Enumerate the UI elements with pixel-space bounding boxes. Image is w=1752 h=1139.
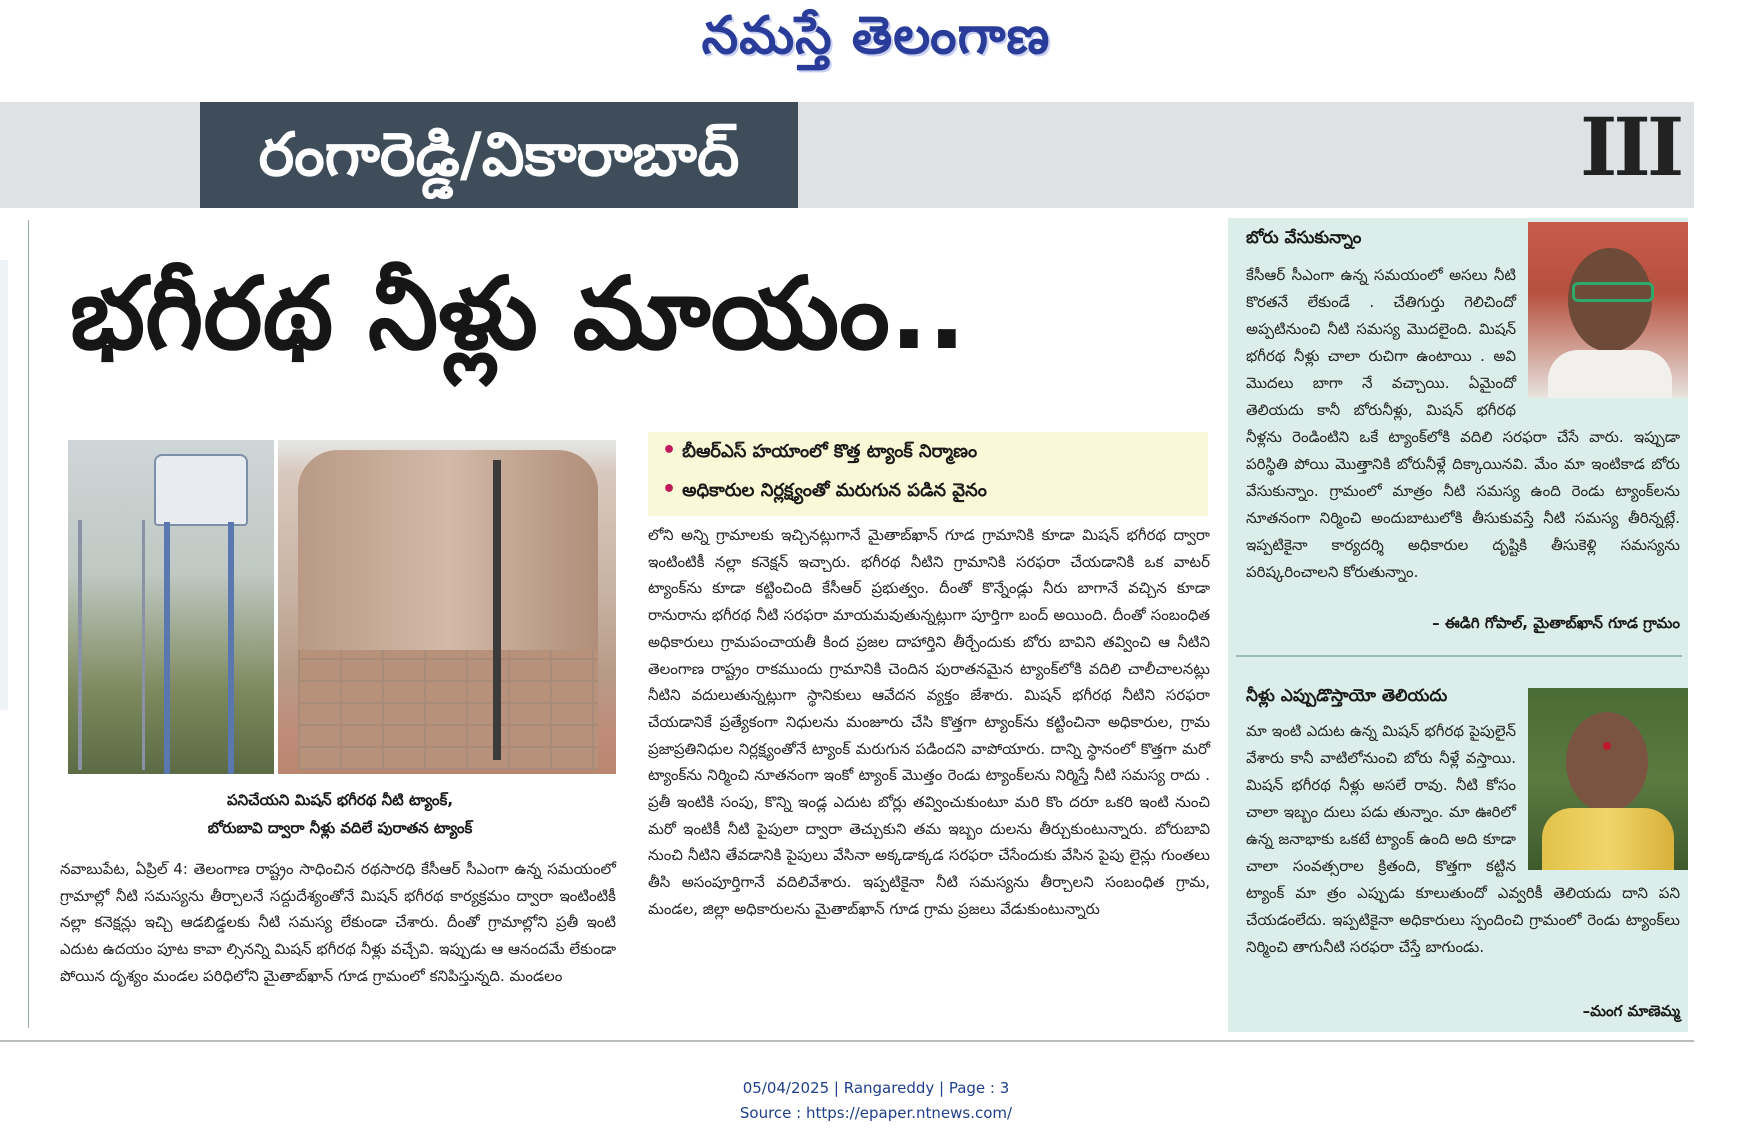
old-tank-bricks <box>298 650 598 770</box>
old-tank-pipe <box>493 460 501 760</box>
highlight-bullets <box>648 432 1208 516</box>
article-column-middle: లోని అన్ని గ్రామాలకు ఇచ్చినట్లుగానే మైతాబ్‌ఖాన్ గూడ గ్రామానికి కూడా మిషన్ భగీరథ ద్వారా ఇంటింటికీ నల్లా కనెక్షన్ ఇచ్చారు. భగీరథ నీటిని గ్రామానికి సరఫరా చేయడానికి ఒక వాటర్ ట్యాంక్‌ను కూడా కట్టించింది కేసీఆర్ ప్రభుత్వం. దీంతో కొన్నేండ్లు నీరు బాగానే వచ్చిన కూడా రానురాను భగీరథ నీటి సరఫరా మాయమవుతున్నట్లుగా పూర్తిగా బంద్ అయింది. దీంతో సంబంధిత అధికారులు గ్రామపంచాయతీ కింద ప్రజల దాహార్తిని తీర్చేందుకు బోరు బావిని తవ్వించి ఆ నీటిని తెలంగాణ రాష్ట్రం రాకముందు గ్రామానికి చెందిన పురాతనమైన ట్యాంక్‌లోకి వదిలి చాలీచాలనట్లు నీటిని వదులుతున్నట్లుగా స్థానికులు ఆవేదన వ్యక్తం జేశారు. మిషన్ భగీరథ నీటిని సరఫరా చేయడానికే ప్రత్యేకంగా నిధులను మంజూరు చేసి కొత్తగా ట్యాంక్‌ను కట్టించినా అధికారుల, గ్రామ ప్రజాప్రతినిధుల నిర్లక్ష్యంతోనే ట్యాంక్ మరుగున పడిందని వాపోయారు. దాన్ని స్థానంలో కొత్తగా మరో ట్యాంక్‌ను నిర్మించి నూతనంగా ఇంకో ట్యాంక్ మొత్తం రెండు ట్యాంక్‌లను నిర్మిస్తే నీటి సమస్య రాదు . ప్రతీ ఇంటికి సంపు, కొన్ని ఇండ్ల ఎదుట బోర్లు తవ్వించుకుంటూ మరి కొం దరూ ఒకరి ఇంటి నుంచి మరో ఇంటికీ నీటి పైపులా ద్వారా తెచ్చుకుని తమ ఇబ్బం దులను తీర్చుకుంటున్నారు. బోరుబావి నుంచి నీటిని తేవడానికి పైపులు వేసినా అక్కడాక్కడ సరఫరా చేసేందుకు వేసిన పైపు లైన్లు గుంతలు తీసి అసంపూర్తిగానే వదిలివేశారు. ఇప్పటికైనా నీటి సమస్యను తీర్చాలని సంబంధిత గ్రామ, మండల, జిల్లా అధికారులను మైతాబ్‌ఖాన్ గూడ గ్రామ ప్రజలు వేడుకుంటున్నారు <box>648 526 1210 918</box>
bullet-dot-icon: • <box>662 477 677 502</box>
caption-line: పనిచేయని మిషన్ భగీరథ నీటి ట్యాంక్, <box>226 791 454 809</box>
photo-caption <box>100 786 580 842</box>
section-title: రంగారెడ్డి/వికారాబాద్ <box>200 102 798 208</box>
bullet-item: • అధికారుల నిర్లక్ష్యంతో మరుగున పడిన వైనం <box>662 477 987 502</box>
article-photos <box>68 440 616 774</box>
sidebar-text-1a: కేసీఆర్ సీఎంగా ఉన్న సమయంలో అసలు నీటి కొరతనే లేకుండే . చేతిగుర్తు గెలిచిందో అప్పటినుంచి నీటి సమస్య మొదలైంది. మిషన్ భగీరథ నీళ్లు చాలా రుచిగా ఉంటాయి . అవి మొదలు బాగా నే వచ్చాయి. ఏమైందో తెలియదు కానీ బోరునీళ్లు, మిషన్ భగీరథ నీళ్లను రెండింటిని ఒకే ట్యాంక్‌లోకి వదిలి సరఫరా చేసే వారు. ఇప్పుడా పరిస్థితి పోయి మొత్తానికి బోరునీళ్లే దిక్కాయినవి. మేం మా ఇంటికాడ బోరు వేసుకున్నాం. గ్రామంలో మాత్రం నీటి సమస్య ఉంది రెండు ట్యాంక్‌లను నూతనంగా నిర్మించి అందుబాటులోకి తీసుకువస్తే నీటి సమస్య తీరిన్నట్లే. ఇప్పటికైనా కార్యదర్శి అధికారుల దృష్టికి తీసుకెళ్లి సమస్యను పరిష్కరించాలని కోరుతున్నాం. <box>1246 266 1680 581</box>
adjacent-page-edge <box>0 260 8 710</box>
sidebar-signature-2: –మంగ మాణెమ్మ <box>1582 1002 1680 1020</box>
sidebar-heading: బోరు వేసుకున్నాం <box>1246 228 1362 248</box>
photo-old-borewell-tank <box>278 440 616 774</box>
spiral-staircase <box>78 520 145 770</box>
newspaper-logo: నమస్తే తెలంగాణ <box>701 6 1051 66</box>
footer-date-line: 05/04/2025 | Rangareddy | Page : 3 <box>742 1079 1010 1097</box>
bullet-item: • బీఆర్ఎస్ హయాంలో కొత్త ట్యాంక్ నిర్మాణం <box>662 438 978 463</box>
footer <box>0 1076 1752 1126</box>
sidebar-heading: నీళ్లు ఎప్పుడొస్తాయో తెలియదు <box>1246 686 1448 706</box>
tank-drum-shape <box>154 454 248 526</box>
headline: భగీరథ నీళ్లు మాయం.. <box>70 255 966 372</box>
tank-leg <box>228 522 234 774</box>
caption-line: బోరుబావి ద్వారా నీళ్లు వదిలే పురాతన ట్యాంక్ <box>207 819 473 837</box>
bullet-dot-icon: • <box>662 438 677 463</box>
sidebar-divider <box>1236 655 1682 657</box>
footer-source-line: Source : https://epaper.ntnews.com/ <box>739 1104 1013 1122</box>
sidebar-item-1 <box>1246 228 1516 252</box>
sidebar-item-2 <box>1246 686 1516 710</box>
article-column-left: నవాబుపేట, ఏప్రిల్ 4: తెలంగాణ రాష్ట్రం సాధించిన రథసారధి కేసీఆర్ సీఎంగా ఉన్న సమయంలో గ్రామాల్లో నీటి సమస్యను తీర్చాలనే సద్దుదేశ్యంతోనే మిషన్ భగీరథ కార్యక్రమం ద్వారా ఇంటింటికీ నల్లా కనెక్షన్లు ఇచ్చి ఆడబిడ్డలకు నీటి సమస్య లేకుండా చేశారు. దీంతో గ్రామాల్లోని ప్రతీ ఇంటి ఎదుట ఉదయం పూట కావా ల్సినన్ని మిషన్ భగీరథ నీళ్లు వచ్చేవి. ఇప్పుడు ఆ ఆనందమే లేకుండా పోయిన దృశ్యం మండల పరిధిలోని మైతాబ్‌ఖాన్ గూడ గ్రామంలో కనిపిస్తున్నది. మండలం <box>60 860 616 985</box>
tank-leg <box>164 522 170 774</box>
column-divider <box>28 220 29 1028</box>
sidebar-signature-1: – ఈడిగి గోపాల్, మైతాబ్‌ఖాన్ గూడ గ్రామం <box>1432 614 1680 632</box>
photo-mission-bhagiratha-tank <box>68 440 274 774</box>
bottom-rule <box>0 1040 1694 1042</box>
masthead <box>0 0 1752 90</box>
page-number-roman: III <box>1580 100 1681 194</box>
sidebar-text-2: మా ఇంటి ఎదుట ఉన్న మిషన్ భగీరథ పైపులైన్ వేశారు కానీ వాటిలోనుంచి బోరు నీళ్లే వస్తాయి. మిషన్ భగీరథ నీళ్లు అసలే రావు. నీటి కోసం చాలా ఇబ్బం దులు పడు తున్నాం. మా ఊరిలో ఉన్న జనాభాకు ఒకటే ట్యాంక్ ఉంది అది కూడా చాలా సంవత్సరాల క్రితంది, కొత్తగా కట్టిన ట్యాంక్ మా త్రం ఎప్పుడు కూలుతుందో ఎవ్వరికీ తెలియదు దాని పని చేయడంలేదు. ఇప్పటికైనా అధికారులు స్పందించి గ్రామంలో రెండు ట్యాంక్‌లు నిర్మించి తాగునీటి సరఫరా చేస్తే బాగుండు. <box>1246 722 1680 956</box>
